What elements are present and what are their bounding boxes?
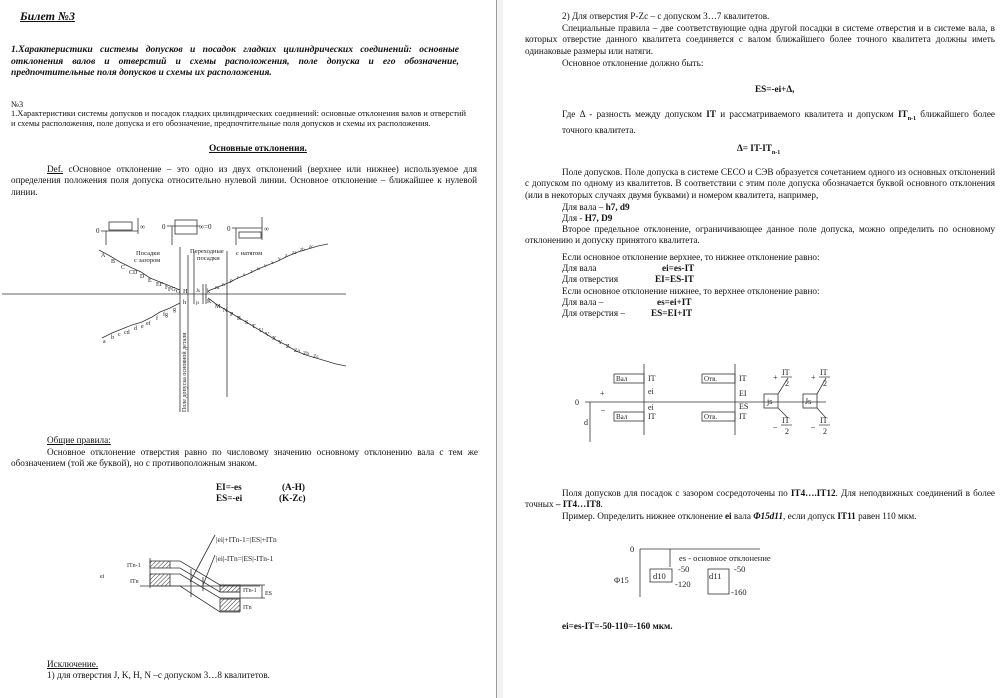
shaft-f: f xyxy=(156,316,158,322)
hole-Z: Z xyxy=(286,344,290,350)
shaft-r: r xyxy=(237,275,239,281)
shaft-p: p xyxy=(230,278,233,284)
shaft-example-label: Для вала – xyxy=(562,202,606,212)
example-ei: ei xyxy=(724,511,732,521)
hole-ES: ES xyxy=(739,402,749,411)
itn1-right: ITn-1 xyxy=(243,588,257,594)
Js-minus: – xyxy=(811,422,815,431)
shaft-cd: cd xyxy=(124,330,130,336)
shaft-zb: zb xyxy=(300,248,305,253)
hole-K: K xyxy=(207,299,212,305)
clearance-bold-2: – IT4…IT8 xyxy=(555,499,601,510)
number-label: №3 xyxy=(11,100,24,109)
hole-example-value: H7, D9 xyxy=(584,213,613,223)
hole-X: X xyxy=(272,336,277,342)
js-plus-den: 2 xyxy=(785,379,789,388)
delta-text-1: Где Δ - разность между допуском xyxy=(562,109,707,119)
example-text-4: равен 110 мкм. xyxy=(855,511,917,521)
hole-EI: EI xyxy=(739,389,747,398)
d4-zero: 0 xyxy=(630,544,635,554)
hole-H: H xyxy=(183,288,188,295)
clearance-text-3: . xyxy=(600,499,603,510)
hole-D: D xyxy=(140,274,145,280)
mini1-infinity: ∞ xyxy=(140,223,145,231)
d11-box-label: d11 xyxy=(709,571,722,581)
delta-text-2: и рассматриваемого квалитета и допуском xyxy=(715,109,898,119)
example-text xyxy=(562,511,916,522)
shaft-it-bottom: IT xyxy=(648,412,656,421)
formula-ei: EI=-es xyxy=(216,482,242,492)
shaft-formula-1: ei=es-IT xyxy=(662,263,695,273)
shaft-ef: ef xyxy=(146,321,151,327)
hole-Zc: Zc xyxy=(313,354,319,360)
formula-delta-main: Δ= IT-IT xyxy=(737,143,772,153)
shaft-ei-top: ei xyxy=(648,387,654,396)
d10-box-label: d10 xyxy=(653,571,666,581)
mini2-zero: 0 xyxy=(162,223,166,231)
shaft-b: b xyxy=(111,335,114,341)
hole-CD: CD xyxy=(129,270,138,276)
d11-example-diagram xyxy=(560,537,820,607)
js-box: js xyxy=(767,397,773,406)
Js-minus-den: 2 xyxy=(823,427,827,436)
fields-text: Поле допусков. Поле допуска в системе СЕСО и СЭВ образуется сочетанием одного из основных отклонений с допуском по одному из квалитетов. В соответствии с этим поле допуска обозначается буквой основного отклонения (или в некоторых случаях двумя буквами) и номером квалитета, например, xyxy=(525,167,995,200)
hole-C: C xyxy=(121,265,126,271)
formula-es-range: (K-Zc) xyxy=(279,493,306,503)
shaft-n: n xyxy=(222,282,225,288)
formula-es: ES=-ei xyxy=(216,493,243,503)
hole-label-2: Для отверстия – xyxy=(562,308,625,318)
tolerance-relationship-diagram xyxy=(90,525,350,620)
shaft-example-value: h7, d9 xyxy=(605,202,630,212)
rules-heading: Общие правила: xyxy=(47,435,111,445)
question-text: 1.Характеристики системы допусков и посадок гладких цилиндрических соединений: основные отклонения валов и отверстий и схемы расположения, поле допуска и его обозначение, предпочтительные поля допусков и схемы их расположения. xyxy=(11,109,466,129)
hole-N: N xyxy=(223,308,228,314)
minus-label: – xyxy=(601,405,605,414)
example-it: IT11 xyxy=(837,511,856,521)
rules-text: Основное отклонение отверстия равно по числовому значению основному отклонению вала с тем же обозначением (той же буквой), но с противоположным знаком. xyxy=(11,447,478,469)
hole-Za: Za xyxy=(294,348,300,354)
example-text-3: , если допуск xyxy=(782,511,838,521)
example-text-2: вала xyxy=(731,511,754,521)
special-rules: Специальные правила – две соответствующие одна другой посадки в системе отверстия и в системе вала, в которых отверстие данного квалитета соединяется с валом ближайшего более точного квалитета должны иметь одинаковые размеры или натяги. xyxy=(525,23,995,56)
example-size: Φ15d11 xyxy=(753,511,783,521)
d11-upper: -50 xyxy=(734,564,746,574)
ei-label: ei xyxy=(100,574,105,580)
hole-FG: FG xyxy=(168,287,176,293)
hole-B: B xyxy=(111,259,116,265)
formula-delta-sub: n-1 xyxy=(771,149,781,156)
shaft-u: u xyxy=(257,266,260,272)
shaft-formula-2: es=ei+IT xyxy=(657,297,692,307)
shaft-h: h xyxy=(183,299,187,306)
shaft-t: t xyxy=(251,269,253,275)
hole-formula-2: ES=EI+IT xyxy=(651,308,693,318)
delta-sub: n-1 xyxy=(907,115,917,122)
document-page-left xyxy=(0,0,496,698)
hole-G: G xyxy=(176,289,181,295)
document-page-right xyxy=(503,0,1000,698)
basic-deviations-diagram xyxy=(0,212,496,417)
es-main-label: es - основное отклонение xyxy=(679,553,771,563)
question-heading: 1.Характеристики системы допусков и посадок гладких цилиндрических соединений: основные отклонения валов и отверстий и схемы расположения, поле допуска и его обозначение, предпочтительные поля допусков и схемы их расположения. xyxy=(11,44,459,79)
shaft-z: z xyxy=(285,253,288,259)
hole-P: P xyxy=(230,312,234,318)
mini2-infinity-eq-zero: ∞=0 xyxy=(199,223,212,231)
hole-box-bottom: Отв. xyxy=(704,413,718,421)
Js-plus-den: 2 xyxy=(823,379,827,388)
hole-U: U xyxy=(259,328,264,334)
hole-it-bottom: IT xyxy=(739,412,747,421)
hole-Zb: Zb xyxy=(303,351,310,357)
d10-lower: -120 xyxy=(675,579,691,589)
shaft-c: c xyxy=(118,332,121,338)
shaft-js: js xyxy=(196,301,200,306)
if-lower-text: Если основное отклонение нижнее, то верхнее отклонение равно: xyxy=(562,286,820,296)
hole-Y: Y xyxy=(278,340,283,346)
shaft-label-2: Для вала – xyxy=(562,297,604,307)
label-transition-1: Переходные xyxy=(190,248,224,255)
shaft-d: d xyxy=(134,326,137,332)
must-be-text: Основное отклонение должно быть: xyxy=(562,58,704,68)
shaft-g: g xyxy=(173,307,176,313)
d11-lower: -160 xyxy=(731,587,747,597)
vertical-label: Поле допуска основной детали xyxy=(182,332,188,412)
plus-label: + xyxy=(600,389,605,398)
shaft-box-top: Вал xyxy=(616,375,628,383)
zero-label: 0 xyxy=(575,398,579,407)
hole-F: F xyxy=(165,285,169,291)
shaft-zc: zc xyxy=(309,245,314,250)
shaft-y: y xyxy=(278,256,281,262)
hole-example-label: Для - xyxy=(562,213,585,223)
label-transition-2: посадки xyxy=(197,255,220,262)
itn-right: ITn xyxy=(243,605,252,611)
js-minus: – xyxy=(773,422,777,431)
label-clearance-2: с зазором xyxy=(134,257,161,264)
label-interference: с натягом xyxy=(236,250,263,257)
section-title: Основные отклонения. xyxy=(209,144,307,154)
itn1-left: ITn-1 xyxy=(127,563,141,569)
hole-example xyxy=(562,213,612,224)
formula-delta xyxy=(737,143,780,159)
definition-paragraph xyxy=(11,164,477,198)
d-label: d xyxy=(584,418,588,427)
Js-plus: + xyxy=(811,373,816,382)
hole-it-top: IT xyxy=(739,374,747,383)
Js-box: Js xyxy=(805,397,812,406)
exception-item-2: 2) Для отверстия P-Zc – с допуском 3…7 квалитетов. xyxy=(562,11,770,21)
hole-E: E xyxy=(148,278,152,284)
exception-item-1: 1) для отверстия J, K, H, N –с допуском 3…8 квалитетов. xyxy=(47,670,270,680)
es-label: ES xyxy=(265,591,273,597)
shaft-ei-bottom: ei xyxy=(648,403,654,412)
deviation-scheme-diagram xyxy=(570,350,860,450)
shaft-x: x xyxy=(271,260,274,266)
second-limit-text: Второе предельное отклонение, ограничивающее данное поле допуска, можно определить по основному отклонению и допуску принятого квалитета. xyxy=(525,224,995,246)
shaft-m: m xyxy=(215,285,220,291)
mini3-infinity: ∞ xyxy=(264,225,269,233)
delta-text-3: ближайшего более точного квалитета. xyxy=(562,109,996,136)
js-plus-num: IT xyxy=(782,368,790,377)
hole-S: S xyxy=(245,320,249,326)
shaft-v: v xyxy=(264,263,267,269)
hole-V: V xyxy=(265,332,270,338)
hole-M: M xyxy=(215,304,221,310)
Js-minus-num: IT xyxy=(820,416,828,425)
hole-R: R xyxy=(237,316,242,322)
shaft-fg: fg xyxy=(163,312,168,318)
clearance-text-1: Поля допусков для посадок с зазором сосредоточены по xyxy=(562,488,791,498)
label-clearance-1: Посадки xyxy=(136,250,160,257)
formula-ei-range: (A-H) xyxy=(282,482,305,492)
clearance-text-2: . Для неподвижных соединений в более точных xyxy=(525,488,995,510)
result-formula: ei=es-IT=-50-110=-160 мкм. xyxy=(562,621,673,631)
if-upper-text: Если основное отклонение верхнее, то нижнее отклонение равно: xyxy=(562,252,820,262)
example-text-1: Пример. Определить нижнее отклонение xyxy=(562,511,725,521)
delta-it: IT xyxy=(706,109,716,119)
shaft-example xyxy=(562,202,630,213)
d10-upper: -50 xyxy=(678,564,690,574)
js-plus: + xyxy=(773,373,778,382)
def-label: Def. xyxy=(47,164,64,174)
js-minus-den: 2 xyxy=(785,427,789,436)
formula-es-delta: ES=-ei+Δ, xyxy=(755,84,795,94)
eq1-text: |ei|+ITn-1=|ES|+ITn xyxy=(216,535,277,544)
hole-T: T xyxy=(252,324,256,330)
clearance-text xyxy=(525,488,995,511)
shaft-k: k xyxy=(207,289,210,295)
phi-label: Φ15 xyxy=(614,575,629,585)
shaft-box-bottom: Вал xyxy=(616,413,628,421)
itn-left: ITn xyxy=(130,579,139,585)
hole-formula-1: EI=ES-IT xyxy=(655,274,694,284)
clearance-bold-1: IT4….IT12 xyxy=(790,488,836,498)
hole-Js: Js xyxy=(196,289,200,294)
ticket-title: Билет №3 xyxy=(20,9,75,23)
mini3-zero: 0 xyxy=(227,225,231,233)
hole-EF: EF xyxy=(156,282,164,288)
hole-label-1: Для отверстия xyxy=(562,274,619,284)
eq2-text: |ei|-ITn=|ES|-ITn-1 xyxy=(216,554,274,563)
def-text: сОсновное отклонение – это одно из двух отклонений (верхнее или нижнее) используемое для определения положения поля допуска относительно нулевой линии. Основное отклонение – ближайшее к нулевой линии. xyxy=(11,164,477,197)
hole-A: A xyxy=(101,253,106,259)
js-minus-num: IT xyxy=(782,416,790,425)
delta-definition xyxy=(562,109,995,137)
delta-itn: IT xyxy=(897,109,908,119)
shaft-label-1: Для вала xyxy=(562,263,597,273)
shaft-s: s xyxy=(243,272,246,278)
shaft-e: e xyxy=(141,324,144,330)
hole-box-top: Отв. xyxy=(704,375,718,383)
Js-plus-num: IT xyxy=(820,368,828,377)
exception-heading: Исключение. xyxy=(47,659,99,669)
shaft-it-top: IT xyxy=(648,374,656,383)
shaft-za: za xyxy=(292,251,297,256)
shaft-a: a xyxy=(103,339,106,345)
mini1-zero: 0 xyxy=(96,227,100,235)
